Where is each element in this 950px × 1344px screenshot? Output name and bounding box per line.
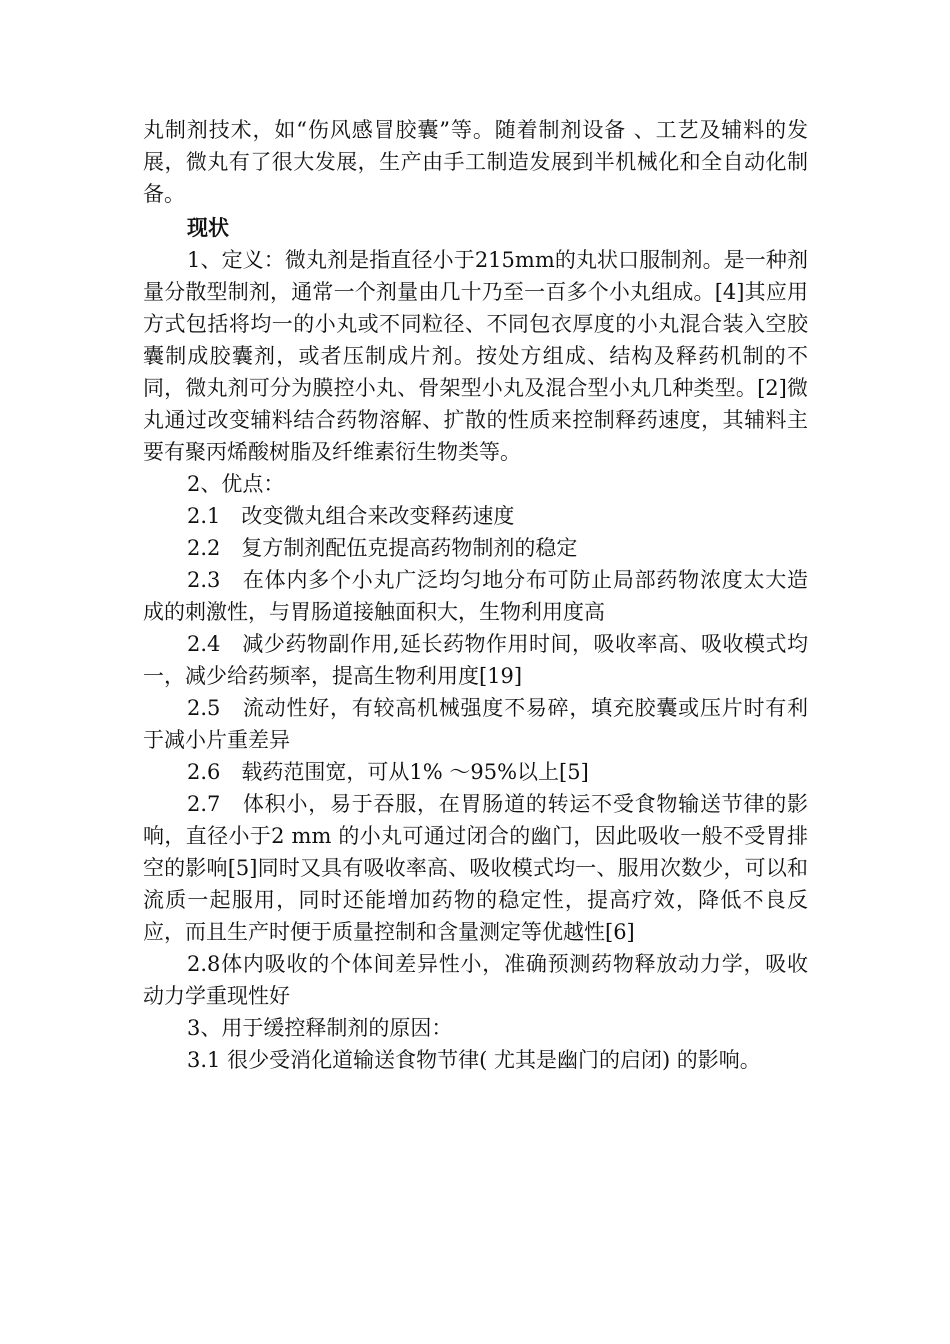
reasons-title: 3、用于缓控释制剂的原因： bbox=[187, 1016, 453, 1040]
intro-paragraph: 丸制剂技术，如“伤风感冒胶囊”等。随着制剂设备 、工艺及辅料的发展，微丸有了很大发展，生产由手工制造发展到半机械化和全自动化制备。 bbox=[143, 118, 808, 206]
advantage-item: 2.6 载药范围宽，可从1% ～95%以上[5] bbox=[187, 760, 589, 784]
advantage-item: 2.1 改变微丸组合来改变释药速度 bbox=[187, 504, 515, 528]
advantage-item: 2.8体内吸收的个体间差异性小，准确预测药物释放动力学，吸收动力学重现性好 bbox=[143, 952, 808, 1008]
advantage-item: 2.3 在体内多个小丸广泛均匀地分布可防止局部药物浓度太大造成的刺激性，与胃肠道接触面积大，生物利用度高 bbox=[143, 568, 808, 624]
advantage-item: 2.5 流动性好，有较高机械强度不易碎，填充胶囊或压片时有利于减小片重差异 bbox=[143, 696, 808, 752]
reason-item: 3.1 很少受消化道输送食物节律( 尤其是幽门的启闭) 的影响。 bbox=[187, 1048, 761, 1072]
section-heading: 现状 bbox=[187, 215, 229, 240]
advantage-item: 2.4 减少药物副作用,延长药物作用时间，吸收率高、吸收模式均一，减少给药频率，提高生物利用度[19] bbox=[143, 632, 808, 688]
advantages-title: 2、优点： bbox=[187, 472, 285, 496]
definition-paragraph: 1、定义：微丸剂是指直径小于215mm的丸状口服制剂。是一种剂量分散型制剂，通常一个剂量由几十乃至一百多个小丸组成。[4]其应用方式包括将均一的小丸或不同粒径、不同包衣厚度的小丸混合装入空胶囊制成胶囊剂，或者压制成片剂。按处方组成、结构及释药机制的不同，微丸剂可分为膜控小丸、骨架型小丸及混合型小丸几种类型。[2]微丸通过改变辅料结合药物溶解、扩散的性质来控制释药速度，其辅料主要有聚丙烯酸树脂及纤维素衍生物类等。 bbox=[143, 248, 808, 464]
advantage-item: 2.7 体积小，易于吞服，在胃肠道的转运不受食物输送节律的影响，直径小于2 mm 的小丸可通过闭合的幽门，因此吸收一般不受胃排空的影响[5]同时又具有吸收率高、吸收模式均一、服用次数少，可以和流质一起服用，同时还能增加药物的稳定性，提高疗效，降低不良反应，而且生产时便于质量控制和含量测定等优越性[6] bbox=[143, 792, 808, 944]
document-body bbox=[143, 114, 808, 1076]
advantage-item: 2.2 复方制剂配伍克提高药物制剂的稳定 bbox=[187, 536, 578, 560]
